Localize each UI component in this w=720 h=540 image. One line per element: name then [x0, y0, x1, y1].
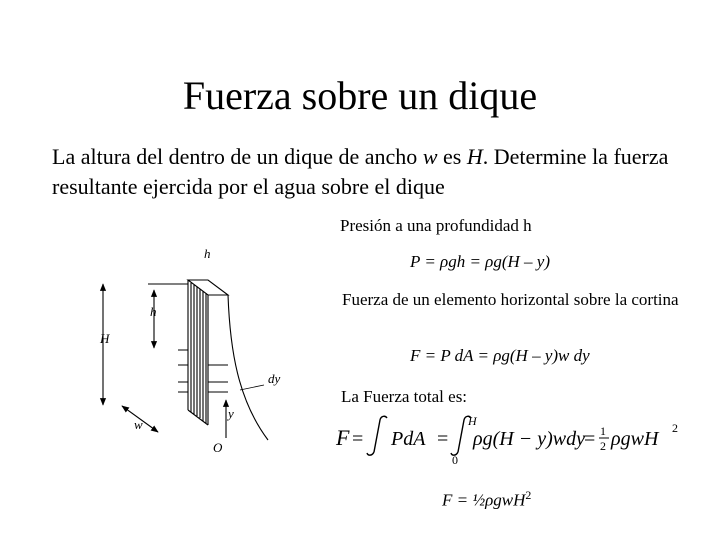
- integral-result-exponent: 2: [672, 421, 678, 435]
- slide-title: Fuerza sobre un dique: [182, 73, 538, 118]
- label-h: h: [150, 304, 157, 319]
- intro-text-3: . Determine la fuerza resultante ejercida por el agua sobre el dique: [52, 144, 669, 199]
- integral-result: ρgwH: [611, 428, 659, 450]
- integral-equals-3: =: [584, 428, 596, 450]
- dy-leader-line: [240, 385, 264, 390]
- dam-diagram: [88, 240, 308, 460]
- intro-text-1: La altura del dentro de un dique de ancho: [52, 144, 423, 169]
- intro-var-H: H: [466, 144, 483, 169]
- final-force-equation: [442, 488, 531, 511]
- final-equation-text: F = ½ρgw: [442, 490, 514, 510]
- label-H: H: [100, 331, 110, 346]
- intro-var-w: w: [422, 144, 438, 169]
- label-y: y: [228, 406, 234, 421]
- total-force-integral: [330, 412, 700, 472]
- problem-statement: [52, 142, 692, 202]
- half-numerator: 1: [600, 424, 606, 438]
- integral-integrand: ρg(H − y)wdy: [473, 428, 585, 450]
- label-w: w: [134, 417, 143, 432]
- label-h-top: h: [204, 246, 211, 261]
- element-force-equation: F = P dA = ρg(H – y)w dy: [410, 346, 590, 365]
- pressure-depth-label: Presión a una profundidad h: [340, 216, 532, 235]
- intro-text-2: es: [437, 144, 467, 169]
- label-O: O: [213, 440, 223, 455]
- integral-PdA: PdA: [391, 428, 426, 450]
- integral-upper-limit: H: [468, 414, 477, 428]
- total-force-label: La Fuerza total es:: [341, 387, 468, 406]
- integral-lower-limit: 0: [452, 453, 458, 467]
- final-equation-exponent: 2: [525, 488, 532, 502]
- integral-equals-1: =: [352, 428, 364, 450]
- half-denominator: 2: [600, 439, 606, 453]
- integral-sign-1: [367, 416, 387, 455]
- label-dy: dy: [268, 371, 281, 386]
- element-force-label: Fuerza de un elemento horizontal sobre la cortina: [342, 290, 679, 309]
- integral-equals-2: =: [437, 428, 449, 450]
- pressure-equation: P = ρgh = ρg(H – y): [410, 252, 550, 271]
- integral-F: F: [336, 425, 350, 450]
- final-equation-H: H: [513, 490, 526, 510]
